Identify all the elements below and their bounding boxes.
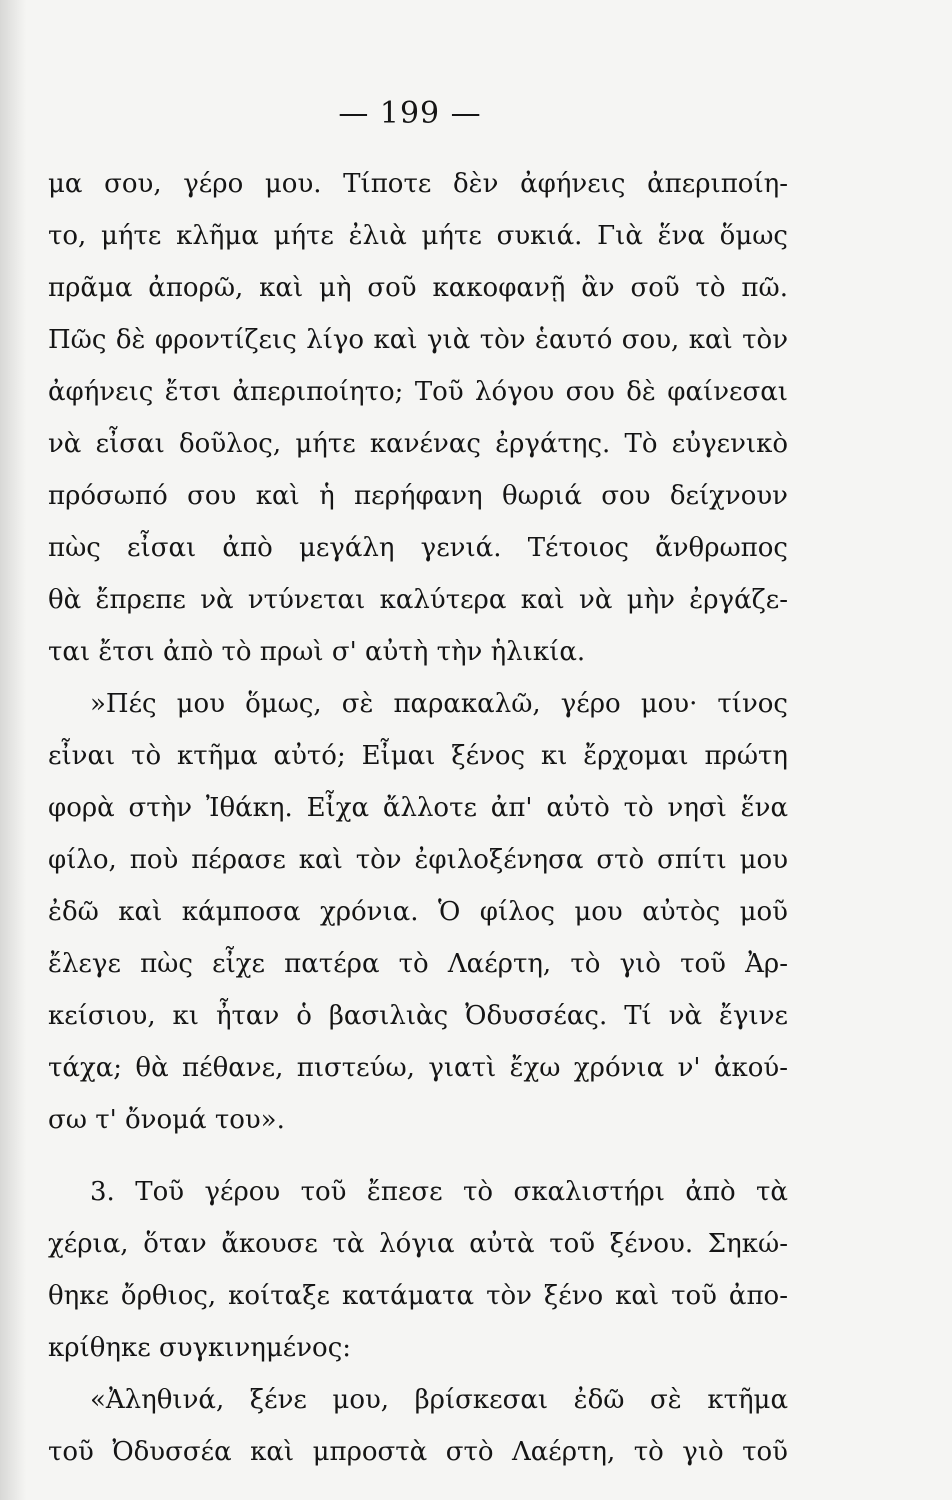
text-line: σω τ' ὄνομά του».	[48, 1105, 285, 1135]
text-line: κρίθηκε συγκινημένος:	[48, 1333, 352, 1363]
text-line: Πῶς δὲ φροντίζεις λίγο καὶ γιὰ τὸν ἑαυτό σου, καὶ τὸν	[48, 325, 788, 355]
text-line: φορὰ στὴν Ἰθάκη. Εἶχα ἄλλοτε ἀπ' αὐτὸ τὸ νησὶ ἕνα	[48, 793, 788, 823]
text-line: θηκε ὄρθιος, κοίταξε κατάματα τὸν ξένο καὶ τοῦ ἀπο-	[48, 1281, 788, 1311]
text-line: μα σου, γέρο μου. Τίποτε δὲν ἀφήνεις ἀπεριποίη-	[48, 169, 788, 199]
text-line: πὼς εἶσαι ἀπὸ μεγάλη γενιά. Τέτοιος ἄνθρωπος	[48, 533, 788, 563]
text-line: πρόσωπό σου καὶ ἡ περήφανη θωριά σου δείχνουν	[48, 481, 788, 511]
text-line: εἶναι τὸ κτῆμα αὐτό; Εἶμαι ξένος κι ἔρχομαι πρώτη	[48, 741, 788, 771]
text-line: τάχα; θὰ πέθανε, πιστεύω, γιατὶ ἔχω χρόνια ν' ἀκού-	[48, 1053, 788, 1083]
text-line: θὰ ἔπρεπε νὰ ντύνεται καλύτερα καὶ νὰ μὴν ἐργάζε-	[48, 585, 788, 615]
page-number: — 199 —	[338, 96, 482, 131]
text-line: ἀφήνεις ἔτσι ἀπεριποίητο; Τοῦ λόγου σου δὲ φαίνεσαι	[48, 377, 788, 407]
text-line: ἔλεγε πὼς εἶχε πατέρα τὸ Λαέρτη, τὸ γιὸ τοῦ Ἀρ-	[48, 949, 788, 979]
text-line: ται ἔτσι ἀπὸ τὸ πρωὶ σ' αὐτὴ τὴν ἡλικία.	[48, 637, 586, 667]
text-line: το, μήτε κλῆμα μήτε ἐλιὰ μήτε συκιά. Γιὰ ἕνα ὅμως	[48, 221, 788, 251]
text-line: κείσιου, κι ἦταν ὁ βασιλιὰς Ὀδυσσέας. Τί νὰ ἔγινε	[48, 1001, 788, 1031]
text-line: φίλο, ποὺ πέρασε καὶ τὸν ἐφιλοξένησα στὸ σπίτι μου	[48, 845, 788, 875]
text-line: νὰ εἶσαι δοῦλος, μήτε κανένας ἐργάτης. Τὸ εὐγενικὸ	[48, 429, 788, 459]
text-line: πρᾶμα ἀπορῶ, καὶ μὴ σοῦ κακοφανῇ ἂν σοῦ τὸ πῶ.	[48, 273, 788, 303]
text-line: 3. Τοῦ γέρου τοῦ ἔπεσε τὸ σκαλιστήρι ἀπὸ τὰ	[90, 1177, 788, 1207]
text-line: ἐδῶ καὶ κάμποσα χρόνια. Ὁ φίλος μου αὐτὸς μοῦ	[48, 897, 788, 927]
text-line: χέρια, ὅταν ἄκουσε τὰ λόγια αὐτὰ τοῦ ξένου. Σηκώ-	[48, 1229, 788, 1259]
text-line: »Πές μου ὅμως, σὲ παρακαλῶ, γέρο μου· τίνος	[90, 689, 788, 719]
text-line: «Ἀληθινά, ξένε μου, βρίσκεσαι ἐδῶ σὲ κτῆμα	[90, 1385, 788, 1415]
page-spine-shadow	[0, 0, 26, 1500]
text-line: τοῦ Ὀδυσσέα καὶ μπροστὰ στὸ Λαέρτη, τὸ γιὸ τοῦ	[48, 1437, 788, 1467]
